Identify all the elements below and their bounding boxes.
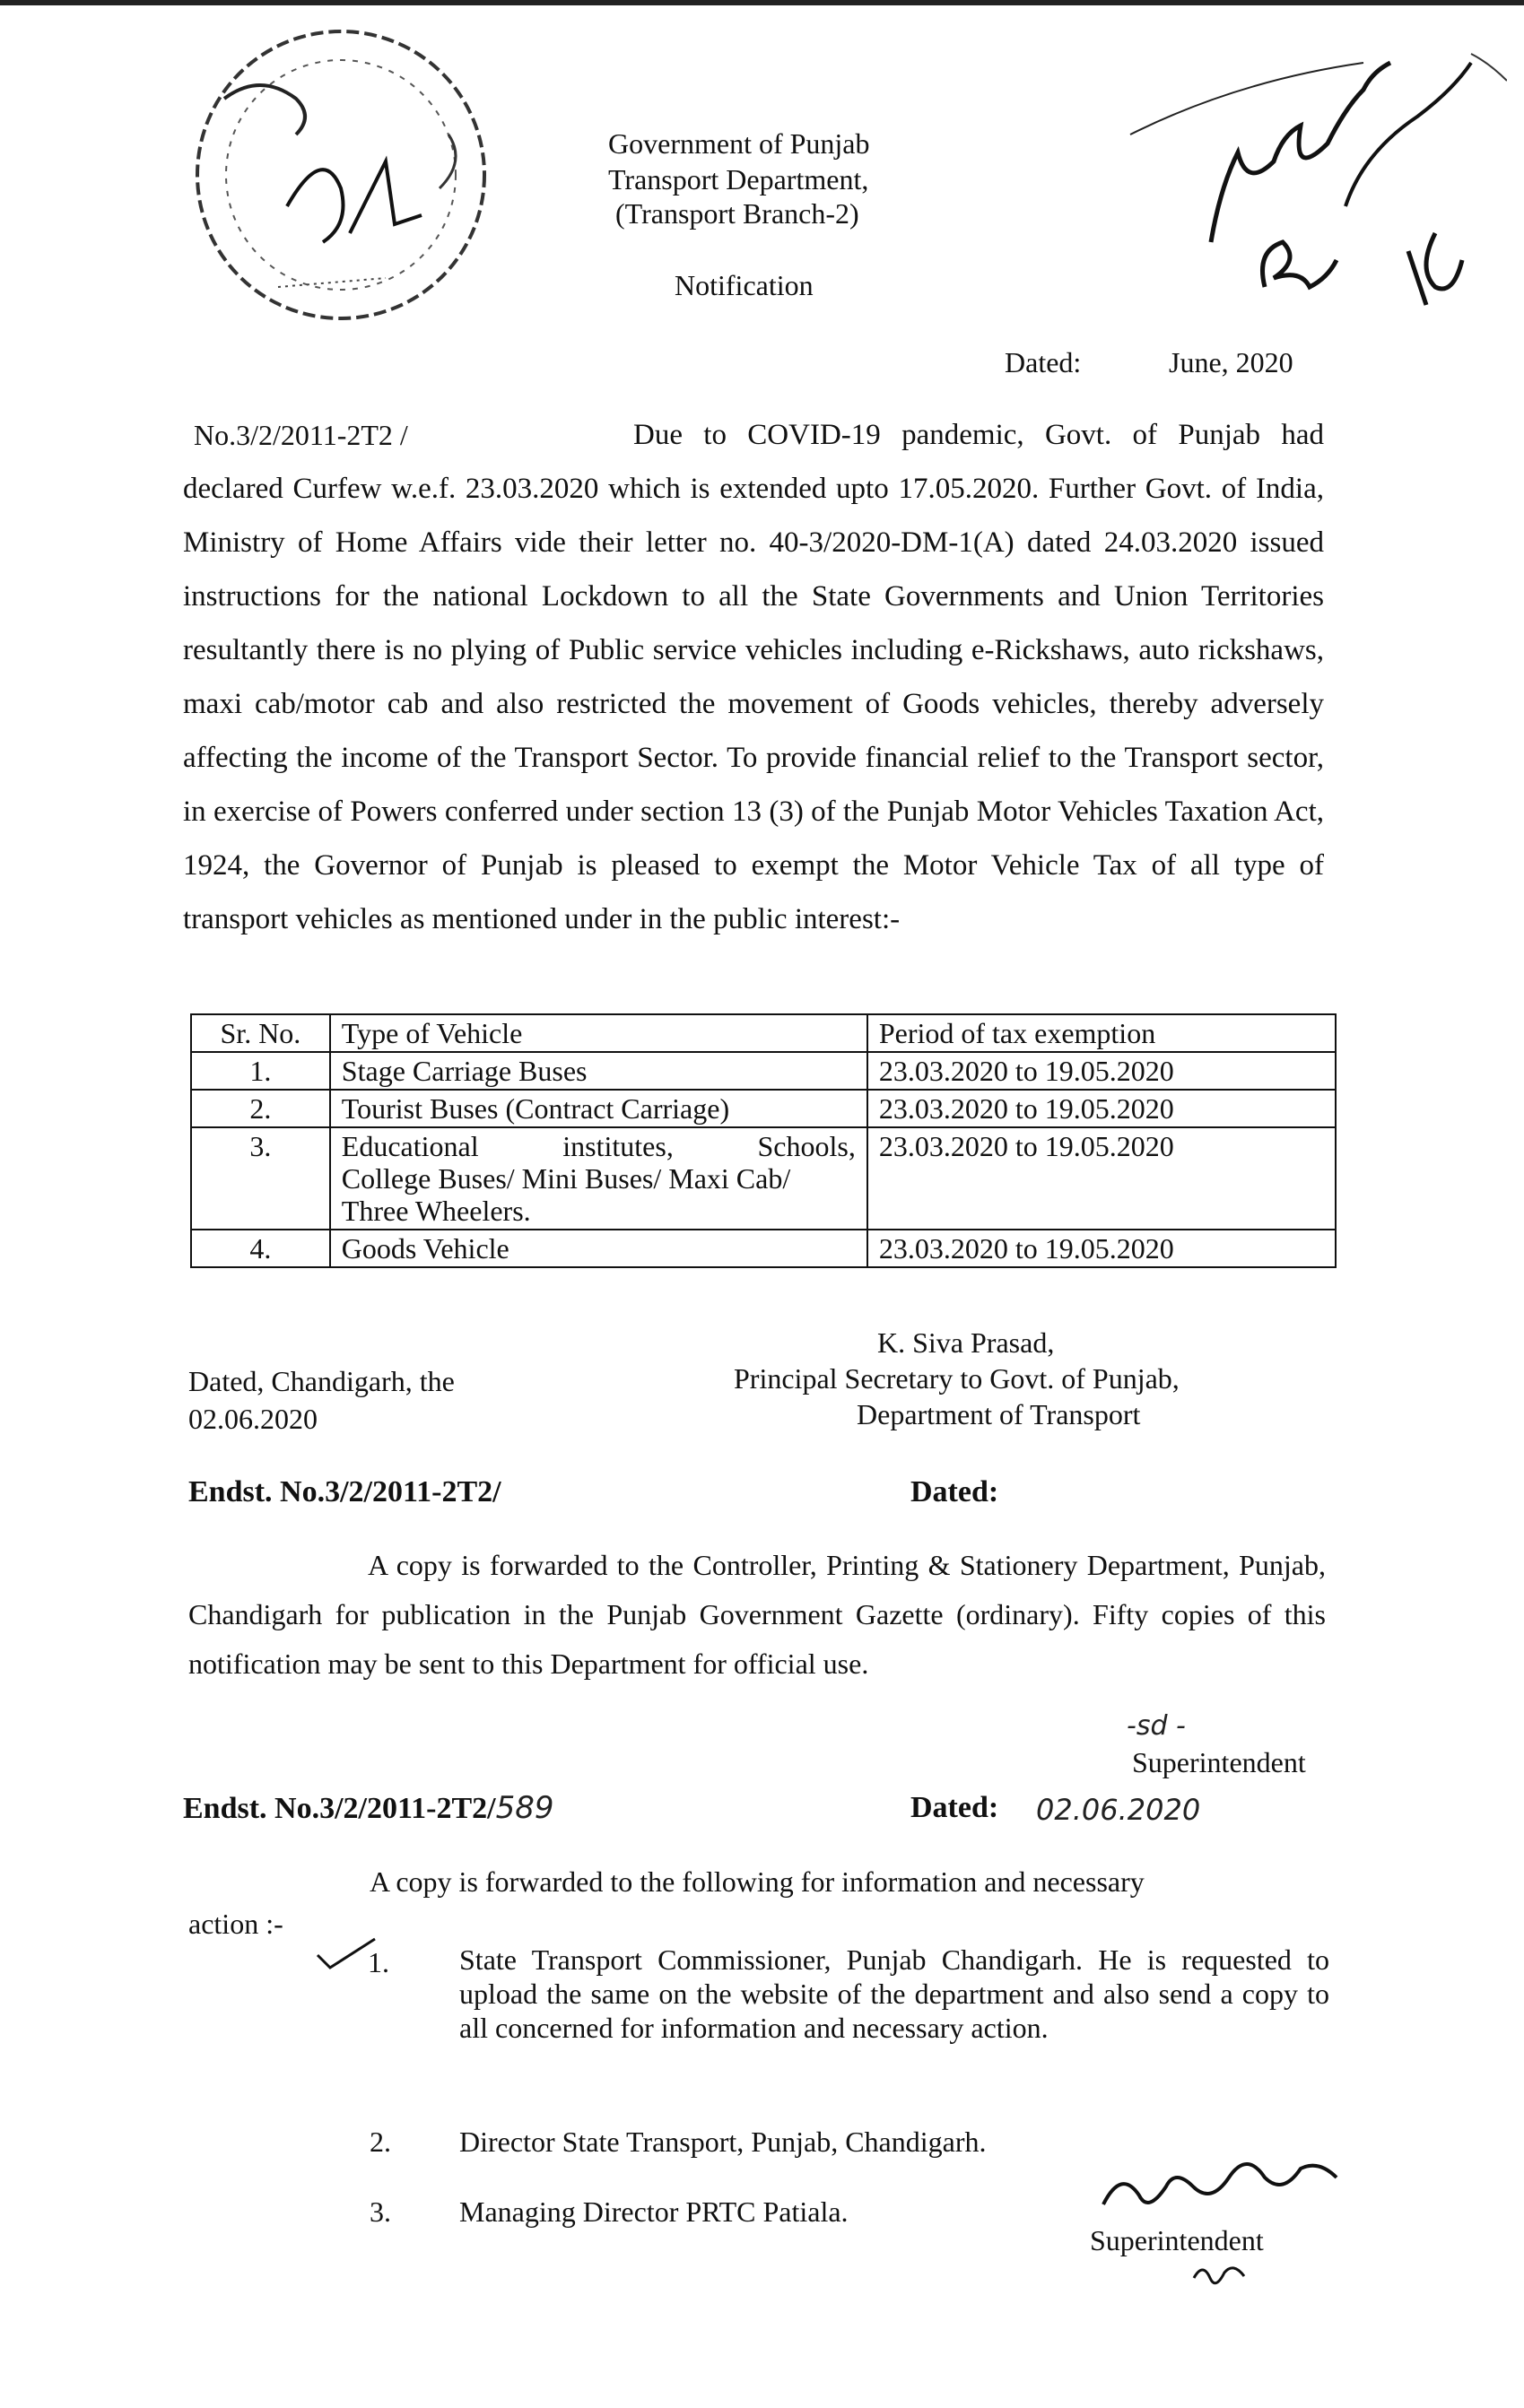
table-row (191, 1090, 1336, 1127)
row-vehicle-type: Goods Vehicle (330, 1230, 867, 1267)
header-dept: Transport Department, (608, 163, 869, 196)
endorsement-2-number-printed: Endst. No.3/2/2011-2T2/ (183, 1792, 496, 1825)
reference-number: No.3/2/2011-2T2 / (194, 419, 408, 451)
endorsement-1-number: Endst. No.3/2/2011-2T2/ (188, 1475, 501, 1508)
dated-label: Dated: (1005, 346, 1082, 378)
handwritten-marginal-note (1112, 27, 1507, 350)
endorsement-1-superintendent: Superintendent (1132, 1746, 1306, 1778)
table-row (191, 1230, 1336, 1267)
initials-mark (1189, 2260, 1251, 2296)
list-item-text: Managing Director PRTC Patiala. (459, 2195, 849, 2228)
endorsement-1-dated-label: Dated: (910, 1475, 999, 1508)
body-paragraph: declared Curfew w.e.f. 23.03.2020 which is extended upto 17.05.2020. Further Govt. of India, Ministry of Home Affairs vide their letter no. 40-3/2020-DM-1(A) dated 24.03.2020 issued instructions for the national Lockdown to all the State Governments and Union Territories resultantly there is no plying of Public service vehicles including e-Rickshaws, auto rickshaws, maxi cab/motor cab and also restricted the movement of Goods vehicles, thereby adversely affecting the income of the Transport Sector. To provide financial relief to the Transport sector, in exercise of Powers conferred under section 13 (3) of the Punjab Motor Vehicles Taxation Act, 1924, the Governor of Punjab is pleased to exempt the Motor Vehicle Tax of all type of transport vehicles as mentioned under in the public interest:- (183, 473, 1324, 935)
endorsement-2-number-handwritten: 589 (495, 1790, 554, 1826)
signatory-name: K. Siva Prasad, (877, 1326, 1055, 1359)
row-vehicle-type-line: College Buses/ Mini Buses/ Maxi Cab/ (341, 1162, 791, 1195)
row-sr: 2. (191, 1090, 330, 1127)
signatory-department: Department of Transport (857, 1398, 1141, 1430)
row-vehicle-type: Tourist Buses (Contract Carriage) (330, 1090, 867, 1127)
header-govt: Government of Punjab (608, 127, 870, 160)
header-branch: (Transport Branch-2) (615, 197, 859, 230)
list-item-number: 2. (370, 2125, 391, 2158)
header-sr-no: Sr. No. (191, 1014, 330, 1052)
table-row (191, 1052, 1336, 1090)
endorsement-2-number (183, 1790, 553, 1827)
notification-title: Notification (675, 269, 814, 301)
header-vehicle-type: Type of Vehicle (330, 1014, 867, 1052)
place-date-line2: 02.06.2020 (188, 1403, 318, 1435)
row-vehicle-type-line: Three Wheelers. (341, 1195, 531, 1227)
tax-exemption-table (190, 1013, 1337, 1268)
endorsement-1-sd: -sd - (1127, 1710, 1186, 1742)
endorsement-1-text: A copy is forwarded to the Controller, Printing & Stationery Department, Punjab, Chandigarh for publication in the Punjab Government Gazette (ordinary). Fifty copies of this notification may be sent to this Department for official use. (188, 1549, 1326, 1680)
endorsement-2-intro-line2: action :- (188, 1908, 283, 1940)
header-period: Period of tax exemption (867, 1014, 1336, 1052)
list-item-text: State Transport Commissioner, Punjab Chandigarh. He is requested to upload the same on the website of the department and also send a copy to all concerned for information and necessary action. (459, 1943, 1329, 2044)
place-date-line1: Dated, Chandigarh, the (188, 1365, 455, 1397)
table-header-row (191, 1014, 1336, 1052)
row-sr: 4. (191, 1230, 330, 1267)
endorsement-2-superintendent: Superintendent (1090, 2224, 1264, 2256)
row-vehicle-type: Stage Carriage Buses (330, 1052, 867, 1090)
row-period: 23.03.2020 to 19.05.2020 (867, 1127, 1336, 1230)
row-period: 23.03.2020 to 19.05.2020 (867, 1230, 1336, 1267)
endorsement-2-intro-line1: A copy is forwarded to the following for information and necessary (370, 1865, 1145, 1898)
row-vehicle-type (330, 1127, 867, 1230)
body-first-line: Due to COVID-19 pandemic, Govt. of Punjab had (633, 419, 1324, 451)
list-item-text: Director State Transport, Punjab, Chandigarh. (459, 2125, 987, 2158)
row-sr: 1. (191, 1052, 330, 1090)
row-period: 23.03.2020 to 19.05.2020 (867, 1090, 1336, 1127)
list-item-number: 3. (370, 2195, 391, 2228)
endorsement-2-dated-label: Dated: (910, 1791, 999, 1824)
row-sr: 3. (191, 1127, 330, 1230)
superintendent-signature (1094, 2160, 1363, 2231)
row-vehicle-type-line: Educational institutes, Schools, (341, 1130, 856, 1162)
endorsement-2-dated-handwritten: 02.06.2020 (1036, 1793, 1201, 1827)
list-item-number: 1. (368, 1946, 389, 1978)
row-period: 23.03.2020 to 19.05.2020 (867, 1052, 1336, 1090)
dated-value: June, 2020 (1169, 346, 1293, 378)
table-row (191, 1127, 1336, 1230)
signatory-designation: Principal Secretary to Govt. of Punjab, (734, 1362, 1180, 1395)
received-stamp-seal (152, 27, 565, 404)
top-border (0, 0, 1524, 5)
